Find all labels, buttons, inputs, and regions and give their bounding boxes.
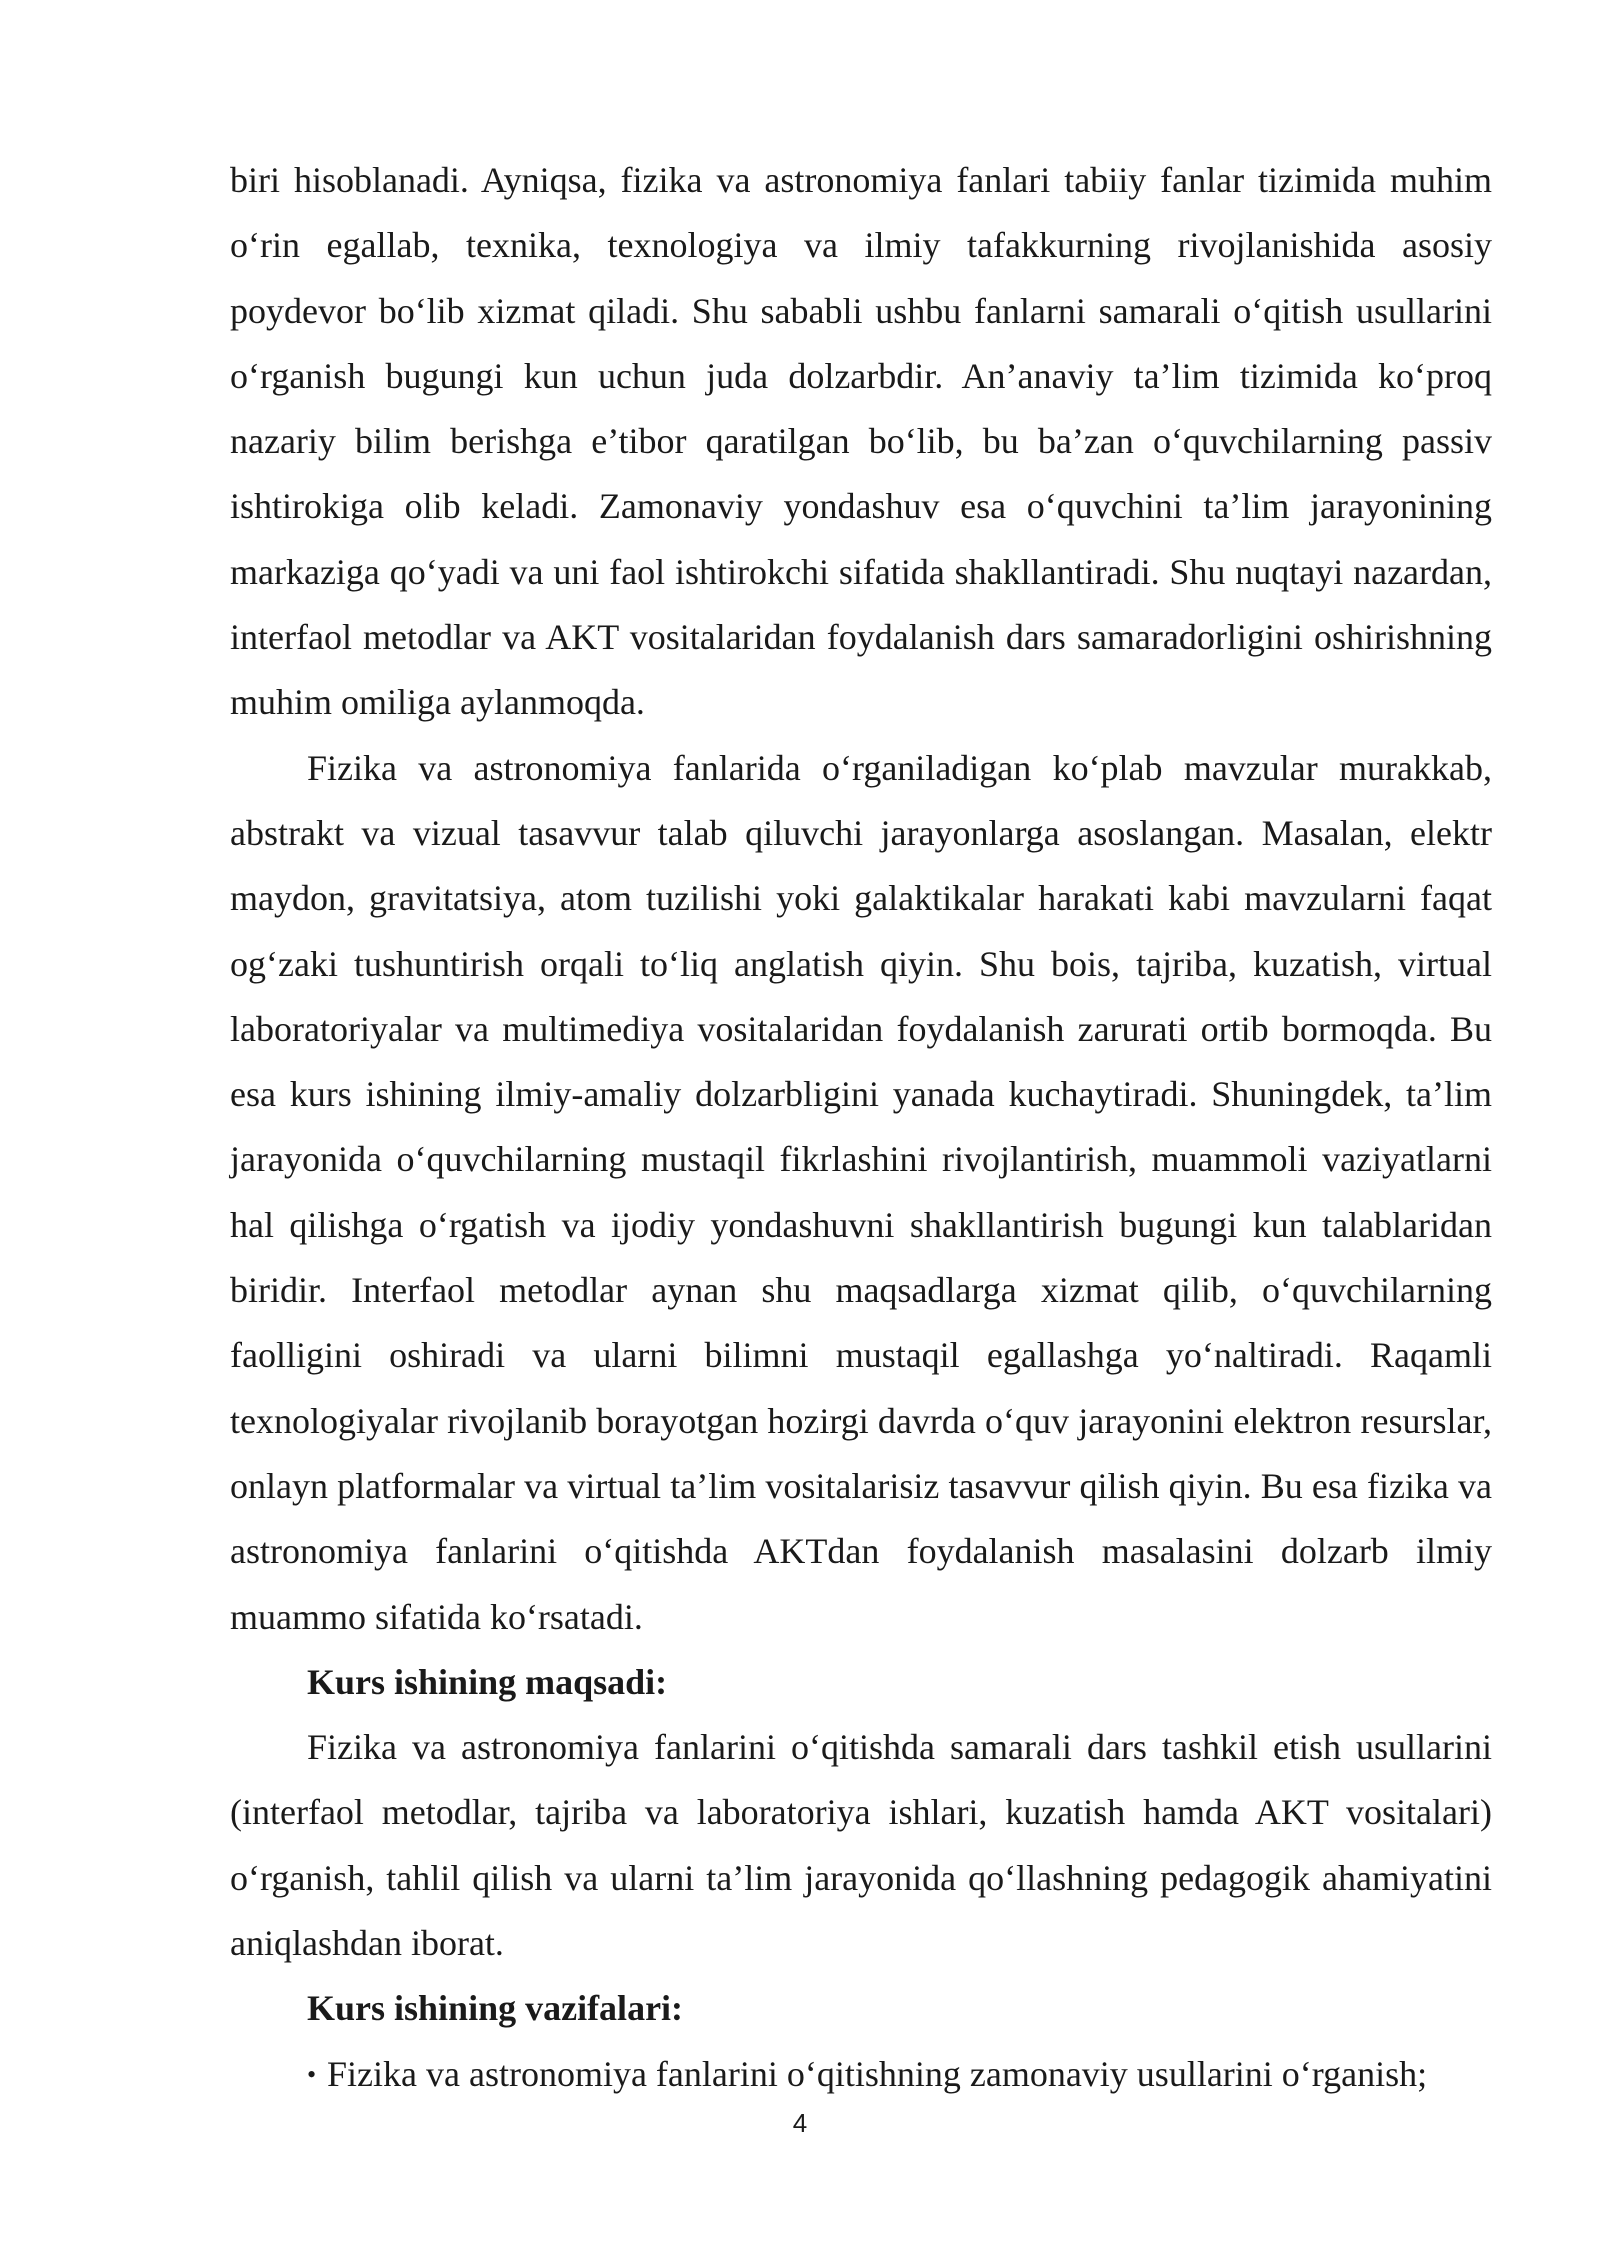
task-list-item <box>230 2042 1492 2107</box>
body-text <box>230 148 1492 2107</box>
bullet-icon: • <box>307 2059 317 2089</box>
tasks-heading: Kurs ishining vazifalari: <box>307 1988 684 2029</box>
task-item-text: Fizika va astronomiya fanlarini o‘qitishning zamonaviy usullarini o‘rganish; <box>327 2053 1428 2094</box>
goal-paragraph: Fizika va astronomiya fanlarini o‘qitishda samarali dars tashkil etish usullarini (interfaol metodlar, tajriba va laboratoriya ishlari, kuzatish hamda AKT vositalari) o‘rganish, tahlil qilish va ularni ta’lim jarayonida qo‘llashning pedagogik ahamiyatini aniqlashdan iborat. <box>230 1727 1492 1964</box>
relevance-paragraph: Fizika va astronomiya fanlarida o‘rganiladigan ko‘plab mavzular murakkab, abstrakt va vizual tasavvur talab qiluvchi jarayonlarga asoslangan. Masalan, elektr maydon, gravitatsiya, atom tuzilishi yoki galaktikalar harakati kabi mavzularni faqat og‘zaki tushuntirish orqali to‘liq anglatish qiyin. Shu bois, tajriba, kuzatish, virtual laboratoriyalar va multimediya vositalaridan foydalanish zarurati ortib bormoqda. Bu esa kurs ishining ilmiy-amaliy dolzarbligini yanada kuchaytiradi. Shuningdek, ta’lim jarayonida o‘quvchilarning mustaqil fikrlashini rivojlantirish, muammoli vaziyatlarni hal qilishga o‘rgatish va ijodiy yondashuvni shakllantirish bugungi kun talablaridan biridir. Interfaol metodlar aynan shu maqsadlarga xizmat qilib, o‘quvchilarning faolligini oshiradi va ularni bilimni mustaqil egallashga yo‘naltiradi. Raqamli texnologiyalar rivojlanib borayotgan hozirgi davrda o‘quv jarayonini elektron resurslar, onlayn platformalar va virtual ta’lim vositalarisiz tasavvur qilish qiyin. Bu esa fizika va astronomiya fanlarini o‘qitishda AKTdan foydalanish masalasini dolzarb ilmiy muammo sifatida ko‘rsatadi. <box>230 747 1492 1637</box>
goal-heading: Kurs ishining maqsadi: <box>307 1661 668 1702</box>
intro-paragraph: biri hisoblanadi. Ayniqsa, fizika va astronomiya fanlari tabiiy fanlar tizimida muhim o‘rin egallab, texnika, texnologiya va ilmiy tafakkurning rivojlanishida asosiy poydevor bo‘lib xizmat qiladi. Shu sababli ushbu fanlarni samarali o‘qitish usullarini o‘rganish bugungi kun uchun juda dolzarbdir. An’anaviy ta’lim tizimida ko‘proq nazariy bilim berishga e’tibor qaratilgan bo‘lib, bu ba’zan o‘quvchilarning passiv ishtirokiga olib keladi. Zamonaviy yondashuv esa o‘quvchini ta’lim jarayonining markaziga qo‘yadi va uni faol ishtirokchi sifatida shakllantiradi. Shu nuqtayi nazardan, interfaol metodlar va AKT vositalaridan foydalanish dars samaradorligini oshirishning muhim omiliga aylanmoqda. <box>230 160 1492 723</box>
page-number: 4 <box>792 2108 808 2138</box>
